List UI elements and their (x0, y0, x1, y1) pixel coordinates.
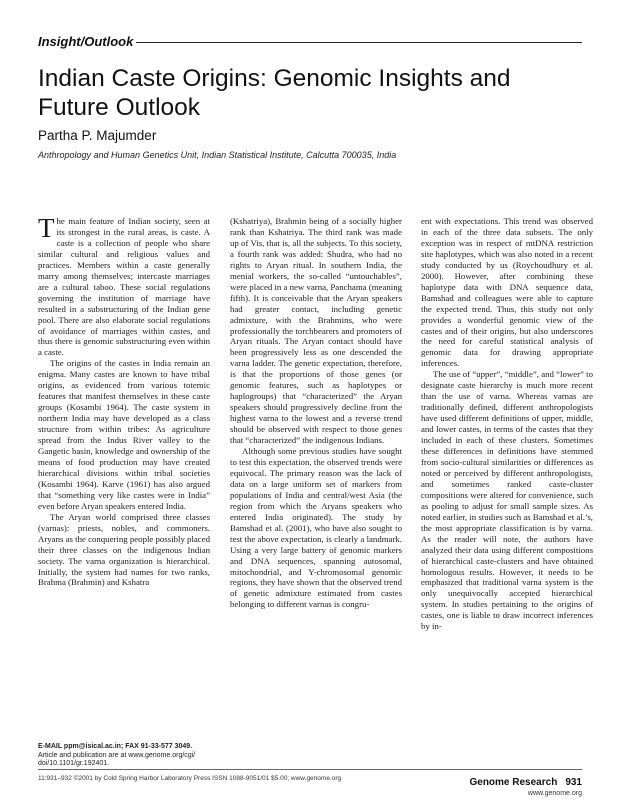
body-column-1 (38, 213, 210, 588)
doi-line: doi/10.1101/gr.192401. (38, 760, 110, 768)
footer-citation: 11:931–932 ©2001 by Cold Spring Harbor Laboratory Press ISSN 1088-9051/01 $5.00; www.genome.org (38, 775, 342, 782)
section-rule (136, 42, 582, 43)
body-column-3 (421, 216, 593, 632)
article-url-line: Article and publication are at www.genome.org/cgi/ (38, 751, 196, 759)
author-affiliation: Anthropology and Human Genetics Unit, Indian Statistical Institute, Calcutta 700035, India (38, 150, 397, 160)
paragraph: The use of “upper”, “middle”, and “lower” to designate caste hierarchy is much more recent than the use of varna. Whereas varnas are traditionally defined, different anthropologists have used different definitions of upper, middle, and lower castes, in terms of the castes that they included in each of these clusters. Sometimes these differences in definitions have stemmed from socio-cultural similarities or differences as noted or perceived by different anthropologists, and sometimes ranked caste-cluster compositions were altered for convenience, such as pooling to adjust for small sample sizes. As noted earlier, in studies such as Bamshad et al.’s, the most appropriate classification is by varna. As the reader will note, the authors have analyzed their data using different compositions of hierarchical caste-clusters and have obtained homologous results. However, it needs to be emphasized that traditional varna system is the only unequivocally accepted hierarchical system. In studies pertaining to the origins of castes, one is liable to draw incorrect inferences by in- (421, 369, 593, 632)
paragraph: Although some previous studies have sought to test this expectation, the observed trends were equivocal. The primary reason was the lack of data on a large uniform set of markers from populations of India and central/west Asia (the region from which the Aryans speakers who entered India originated). The study by Bamshad et al. (2001), who have also sought to test the above expectation, is clearly a landmark. Using a very large battery of genomic markers and DNA sequences, spanning autosomal, mitochondrial, and Y-chromosomal genomic regions, they have shown that the observed trend of genetic admixture estimated from castes belonging to different varnas is congru- (230, 446, 402, 610)
journal-url: www.genome.org (527, 790, 582, 797)
section-tag: Insight/Outlook (38, 34, 134, 49)
drop-cap: T (38, 213, 55, 243)
article-title: Indian Caste Origins: Genomic Insights and Future Outlook (38, 65, 511, 121)
body-column-2 (230, 216, 402, 610)
paragraph-text: he main feature of Indian society, seen at its strongest in the rural areas, is caste. A caste is a collection of people who share similar cultural and religious values and practices. Members within a caste generally marry among themselves; intercaste marriages are a cultural taboo. These social regulations governing the institution of marriage have resulted in a substructuring of the Indian gene pool. There are also elaborate social regulations of avoidance of marriages within castes, and thus there is genomic substructuring even within a caste. (38, 216, 210, 358)
paragraph (38, 213, 210, 358)
paragraph: The origins of the castes in India remain an enigma. Many castes are known to have tribal origins, as evidenced from various totemic features that manifest themselves in these caste groups (Kosambi 1964). The caste system in northern India may have developed as a class structure from within tribes: As agriculture spread from the Indus River valley to the Gangetic basin, knowledge and ownership of the means of food production may have created hierarchical divisions within tribal societies (Kosambi 1964). Karve (1961) has also argued that “something very like castes were in India” even before Aryan speakers entered India. (38, 358, 210, 511)
footer-rule (38, 769, 582, 770)
paragraph: ent with expectations. This trend was observed in each of the three data subsets. The only exception was in respect of mtDNA restriction site haplotypes, which was also noted in a recent study conducted by us (Roychoudhury et al. 2000). However, after combining these haplotype data with DNA sequence data, Bamshad and colleagues were able to capture the expected trend. Thus, this study not only provides a wonderful genomic view of the castes and of their origins, but also underscores the need for careful statistical analysis of genomic data for drawing appropriate inferences. (421, 216, 593, 369)
paragraph: The Aryan world comprised three classes (varnas): priests, nobles, and commoners. Aryans as the conquering people possibly placed their three classes on the indigenous Indian society. The varna organization is hierarchical. Initially, the system had names for two ranks, Brahma (Brahmin) and Kshatra (38, 511, 210, 588)
paragraph: (Kshatriya), Brahmin being of a socially higher rank than Kshatriya. The third rank was made up of Vis, that is, all the subjects. To this society, a fourth rank was added: Shudra, who had no rights to Aryan ritual. In southern India, the menial workers, the so-called “untouchables”, were placed in a new varna, Panchama (meaning fifth). It is conceivable that the Aryan speakers had greater contact, including genetic admixture, with the Brahmins, who were professionally the torchbearers and promoters of Aryan rituals. The Aryan contact should have been progressively less as one descended the varna ladder. The genetic expectation, therefore, is that the proportions of those genes (or genomic features, such as haplotypes or haplogroups) that “characterized” the Aryan speakers should progressively decline from the highest varna to the lowest and a reverse trend should be observed with respect to those genes that “characterized” the indigenous Indians. (230, 216, 402, 446)
author-name: Partha P. Majumder (38, 128, 157, 143)
footer-journal-block (469, 772, 582, 797)
journal-name: Genome Research (469, 777, 558, 788)
contact-email: E-MAIL ppm@isical.ac.in; FAX 91-33-577 3049. (38, 743, 193, 750)
page-number: 931 (565, 777, 582, 788)
contact-info (38, 743, 218, 769)
